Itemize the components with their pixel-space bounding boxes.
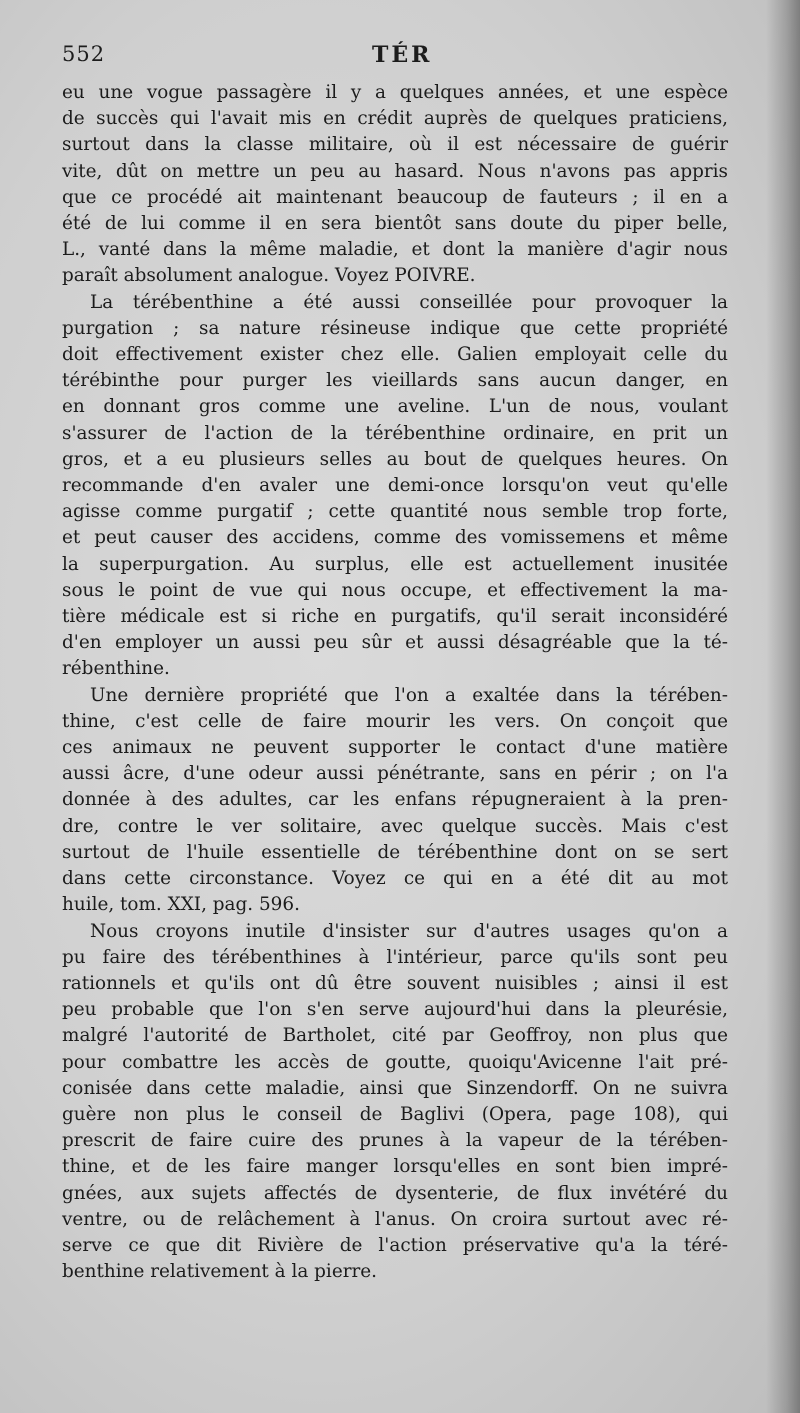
paragraph-1 bbox=[62, 80, 728, 290]
page-number: 552 bbox=[62, 42, 106, 66]
text-line: ces animaux ne peuvent supporter le contact d'une matière bbox=[62, 737, 728, 759]
text-line: pu faire des térébenthines à l'intérieur, parce qu'ils sont peu bbox=[62, 946, 728, 968]
text-line: doit effectivement exister chez elle. Galien employait celle du bbox=[62, 344, 728, 366]
text-line: prescrit de faire cuire des prunes à la vapeur de la térében- bbox=[62, 1130, 728, 1152]
text-line: malgré l'autorité de Bartholet, cité par Geoffroy, non plus que bbox=[62, 1025, 728, 1047]
text-line: paraît absolument analogue. Voyez POIVRE. bbox=[62, 265, 476, 287]
text-line: gros, et a eu plusieurs selles au bout de quelques heures. On bbox=[62, 448, 728, 470]
text-line: guère non plus le conseil de Baglivi (Opera, page 108), qui bbox=[62, 1103, 728, 1125]
text-line: agisse comme purgatif ; cette quantité nous semble trop forte, bbox=[62, 501, 728, 523]
text-line: thine, c'est celle de faire mourir les vers. On conçoit que bbox=[62, 710, 728, 732]
text-line: huile, tom. XXI, pag. 596. bbox=[62, 894, 300, 916]
page-body bbox=[62, 80, 728, 1285]
text-line: Une dernière propriété que l'on a exaltée dans la térében- bbox=[90, 684, 728, 706]
text-line: surtout dans la classe militaire, où il est nécessaire de guérir bbox=[62, 134, 728, 156]
text-line: s'assurer de l'action de la térébenthine ordinaire, en prit un bbox=[62, 422, 728, 444]
text-line: vite, dût on mettre un peu au hasard. Nous n'avons pas appris bbox=[62, 160, 728, 182]
text-line: Nous croyons inutile d'insister sur d'autres usages qu'on a bbox=[90, 920, 728, 942]
paragraph-4 bbox=[62, 919, 728, 1286]
text-line: que ce procédé ait maintenant beaucoup de fauteurs ; il en a bbox=[62, 186, 728, 208]
text-line: térébinthe pour purger les vieillards sans aucun danger, en bbox=[62, 370, 728, 392]
page-gutter-shadow bbox=[766, 0, 800, 1413]
text-line: pour combattre les accès de goutte, quoiqu'Avicenne l'ait pré- bbox=[62, 1051, 728, 1073]
text-line: conisée dans cette maladie, ainsi que Sinzendorff. On ne suivra bbox=[62, 1077, 728, 1099]
text-line: recommande d'en avaler une demi-once lorsqu'on veut qu'elle bbox=[62, 475, 728, 497]
text-line: purgation ; sa nature résineuse indique que cette propriété bbox=[62, 317, 728, 339]
paragraph-2 bbox=[62, 290, 728, 683]
text-line: rébenthine. bbox=[62, 658, 170, 680]
text-line: dans cette circonstance. Voyez ce qui en a été dit au mot bbox=[62, 868, 728, 890]
text-line: sous le point de vue qui nous occupe, et effectivement la ma- bbox=[62, 579, 728, 601]
text-line: L., vanté dans la même maladie, et dont la manière d'agir nous bbox=[62, 239, 728, 261]
text-line: en donnant gros comme une aveline. L'un de nous, voulant bbox=[62, 396, 728, 418]
text-line: surtout de l'huile essentielle de térébenthine dont on se sert bbox=[62, 841, 728, 863]
text-line: gnées, aux sujets affectés de dysenterie, de flux invétéré du bbox=[62, 1182, 728, 1204]
text-line: aussi âcre, d'une odeur aussi pénétrante, sans en périr ; on l'a bbox=[62, 763, 728, 785]
text-line: La térébenthine a été aussi conseillée pour provoquer la bbox=[90, 291, 728, 313]
text-line: d'en employer un aussi peu sûr et aussi désagréable que la té- bbox=[62, 632, 728, 654]
text-line: donnée à des adultes, car les enfans répugneraient à la pren- bbox=[62, 789, 728, 811]
text-line: de succès qui l'avait mis en crédit auprès de quelques praticiens, bbox=[62, 108, 728, 130]
paragraph-3 bbox=[62, 683, 728, 919]
text-line: tière médicale est si riche en purgatifs, qu'il serait inconsidéré bbox=[62, 606, 728, 628]
text-line: et peut causer des accidens, comme des vomissemens et même bbox=[62, 527, 728, 549]
text-line: serve ce que dit Rivière de l'action préservative qu'a la téré- bbox=[62, 1234, 728, 1256]
text-line: rationnels et qu'ils ont dû être souvent nuisibles ; ainsi il est bbox=[62, 972, 728, 994]
text-line: dre, contre le ver solitaire, avec quelque succès. Mais c'est bbox=[62, 815, 728, 837]
running-head: TÉR bbox=[372, 42, 433, 68]
text-line: peu probable que l'on s'en serve aujourd'hui dans la pleurésie, bbox=[62, 999, 728, 1021]
page-header bbox=[62, 42, 732, 72]
text-line: la superpurgation. Au surplus, elle est actuellement inusitée bbox=[62, 553, 728, 575]
text-line: été de lui comme il en sera bientôt sans doute du piper belle, bbox=[62, 213, 728, 235]
text-line: eu une vogue passagère il y a quelques années, et une espèce bbox=[62, 82, 728, 103]
text-line: ventre, ou de relâchement à l'anus. On croira surtout avec ré- bbox=[62, 1208, 728, 1230]
text-line: thine, et de les faire manger lorsqu'elles en sont bien impré- bbox=[62, 1156, 728, 1178]
text-line: benthine relativement à la pierre. bbox=[62, 1261, 378, 1283]
